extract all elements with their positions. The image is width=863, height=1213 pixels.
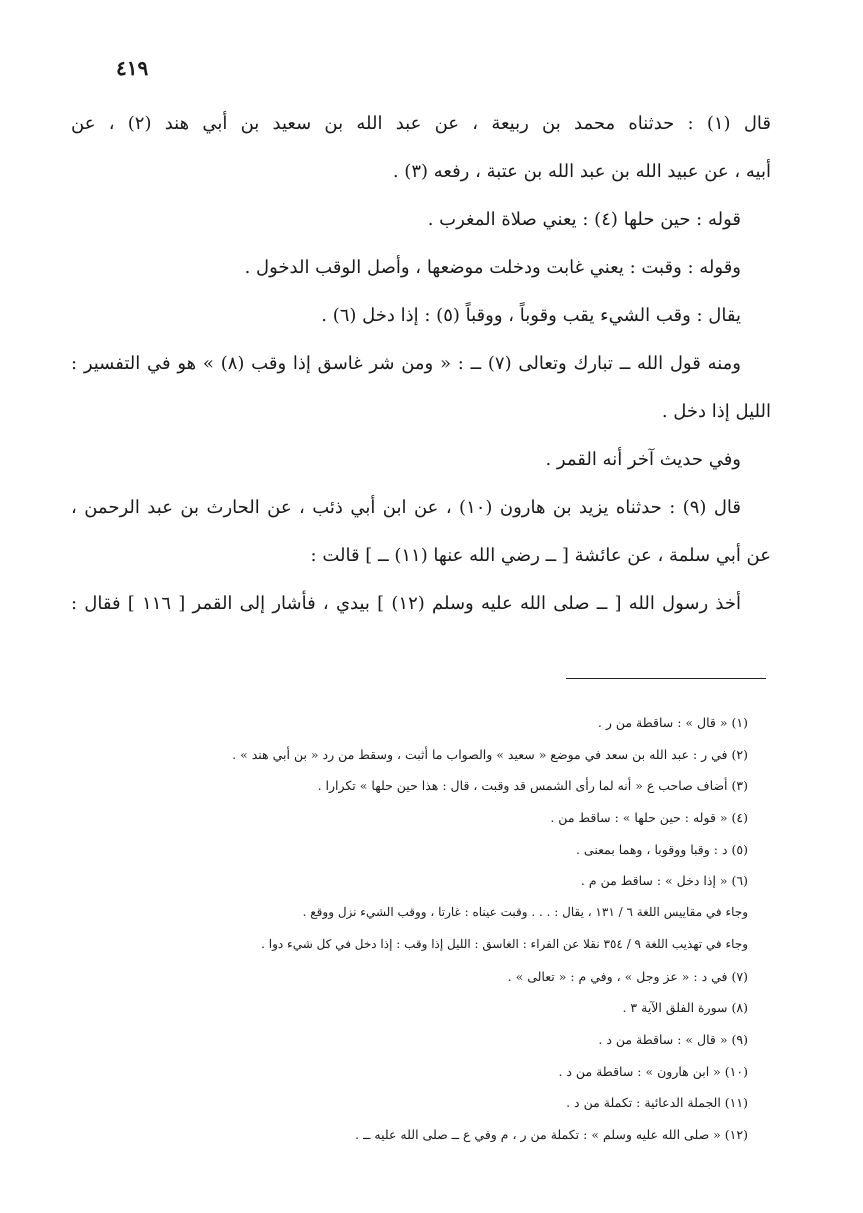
footnote: (١٢) « صلى الله عليه وسلم » : تكملة من ر ، م وفي ع ــ صلى الله عليه ــ . (355, 1126, 748, 1142)
text-line: وفي حديث آخر أنه القمر . (545, 449, 741, 470)
footnote: (٨) سورة الفلق الآية ٣ . (622, 1000, 748, 1016)
page-number: ٤١٩ (116, 56, 149, 80)
text-line: ومنه قول الله ــ تبارك وتعالى (٧) ــ : « ومن شر غاسق إذا وقب (٨) » هو في التفسير : (71, 353, 742, 374)
footnote: (٢) في ر : عبد الله بن سعد في موضع « سعيد » والصواب ما أثبت ، وسقط من رد « بن أبي هند » . (232, 746, 748, 762)
footnote: وجاء في مقاييس اللغة ٦ / ١٣١ ، يقال : . . . وقبت عيناه : غارتا ، ووقب الشيء نزل ووقع . (302, 905, 748, 920)
footnote: (٧) في د : « عز وجل » ، وفي م : « تعالى » . (507, 968, 748, 984)
main-text (71, 100, 771, 628)
text-line: يقال : وقب الشيء يقب وقوباً ، ووقباً (٥) : إذا دخل (٦) . (321, 305, 741, 326)
footnotes (108, 707, 748, 1151)
text-line: عن أبي سلمة ، عن عائشة [ ــ رضي الله عنها (١١) ــ ] قالت : (310, 545, 771, 566)
footnote: (٥) د : وقبا ووقوبا ، وهما بمعنى . (575, 841, 748, 857)
text-line: قال (١) : حدثناه محمد بن ربيعة ، عن عبد الله بن سعيد بن أبي هند (٢) ، عن (71, 113, 771, 134)
footnote: (٣) أضاف صاحب ع « أنه لما رأى الشمس قد وقبت ، قال : هذا حين حلها » تكرارا . (317, 778, 748, 794)
text-line: الليل إذا دخل . (661, 401, 771, 422)
footnote: (١٠) « ابن هارون » : ساقطة من د . (558, 1063, 748, 1079)
text-line: وقوله : وقبت : يعني غابت ودخلت موضعها ، وأصل الوقب الدخول . (244, 257, 741, 278)
text-line: أخذ رسول الله [ ــ صلى الله عليه وسلم (١٢) ] بيدي ، فأشار إلى القمر [ ١١٦ ] فقال : (71, 593, 741, 614)
text-line: قوله : حين حلها (٤) : يعني صلاة المغرب . (427, 209, 741, 230)
footnote: (١) « قال » : ساقطة من ر . (597, 715, 748, 730)
text-line: قال (٩) : حدثناه يزيد بن هارون (١٠) ، عن ابن أبي ذئب ، عن الحارث بن عبد الرحمن ، (71, 497, 741, 518)
footnote: وجاء في تهذيب اللغة ٩ / ٣٥٤ نقلا عن الفراء : الغاسق : الليل إذا وقب : إذا دخل في كل شيء دوا . (261, 936, 748, 951)
footnote-divider (566, 678, 766, 679)
footnote: (٩) « قال » : ساقطة من د . (598, 1031, 748, 1047)
footnote: (٤) « قوله : حين حلها » : ساقط من . (550, 810, 748, 826)
footnote: (١١) الجملة الدعائية : تكملة من د . (566, 1095, 748, 1111)
text-line: أبيه ، عن عبيد الله بن عبد الله بن عتبة ، رفعه (٣) . (392, 161, 771, 182)
footnote: (٦) « إذا دخل » : ساقط من م . (580, 873, 748, 889)
